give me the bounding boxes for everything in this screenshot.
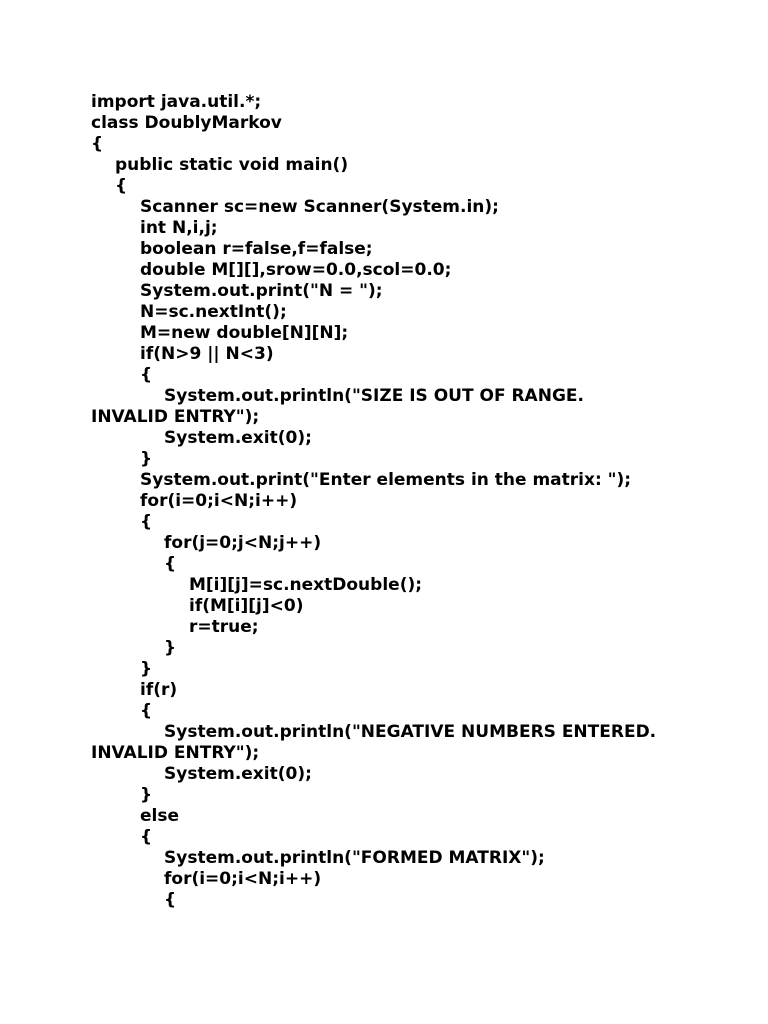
- code-line: N=sc.nextInt();: [140, 302, 287, 322]
- code-line: System.out.println("FORMED MATRIX");: [164, 848, 545, 868]
- code-line: else: [140, 806, 180, 826]
- code-line: {: [140, 701, 153, 721]
- code-line: }: [140, 785, 153, 805]
- code-line: if(M[i][j]<0): [189, 596, 304, 616]
- code-line: class DoublyMarkov: [91, 113, 282, 133]
- code-line: System.out.print("N = ");: [140, 281, 383, 301]
- code-line: {: [115, 176, 128, 196]
- code-line: {: [140, 365, 153, 385]
- code-line-wrapped: INVALID ENTRY");: [91, 407, 260, 427]
- code-line-wrapped: INVALID ENTRY");: [91, 743, 260, 763]
- code-line: {: [140, 827, 153, 847]
- code-listing: [91, 92, 731, 911]
- code-line: r=true;: [189, 617, 259, 637]
- code-line: import java.util.*;: [91, 92, 262, 112]
- code-line: }: [140, 659, 153, 679]
- code-line: int N,i,j;: [140, 218, 218, 238]
- code-line: M[i][j]=sc.nextDouble();: [189, 575, 423, 595]
- code-line: double M[][],srow=0.0,scol=0.0;: [140, 260, 452, 280]
- code-line: System.out.println("NEGATIVE NUMBERS ENTERED.: [164, 722, 657, 742]
- code-line: {: [91, 134, 104, 154]
- code-line: for(i=0;i<N;i++): [164, 869, 322, 889]
- code-line: M=new double[N][N];: [140, 323, 349, 343]
- code-line: for(j=0;j<N;j++): [164, 533, 322, 553]
- code-line: }: [140, 449, 153, 469]
- code-line: if(N>9 || N<3): [140, 344, 274, 364]
- code-line: System.exit(0);: [164, 428, 312, 448]
- code-line: System.out.print("Enter elements in the matrix: ");: [140, 470, 632, 490]
- code-line: {: [140, 512, 153, 532]
- code-line: if(r): [140, 680, 178, 700]
- code-line: }: [164, 638, 177, 658]
- code-line: Scanner sc=new Scanner(System.in);: [140, 197, 499, 217]
- code-line: {: [164, 554, 177, 574]
- code-line: for(i=0;i<N;i++): [140, 491, 298, 511]
- code-line: {: [164, 890, 177, 910]
- code-line: boolean r=false,f=false;: [140, 239, 373, 259]
- code-line: System.out.println("SIZE IS OUT OF RANGE.: [164, 386, 584, 406]
- code-line: public static void main(): [115, 155, 349, 175]
- code-line: System.exit(0);: [164, 764, 312, 784]
